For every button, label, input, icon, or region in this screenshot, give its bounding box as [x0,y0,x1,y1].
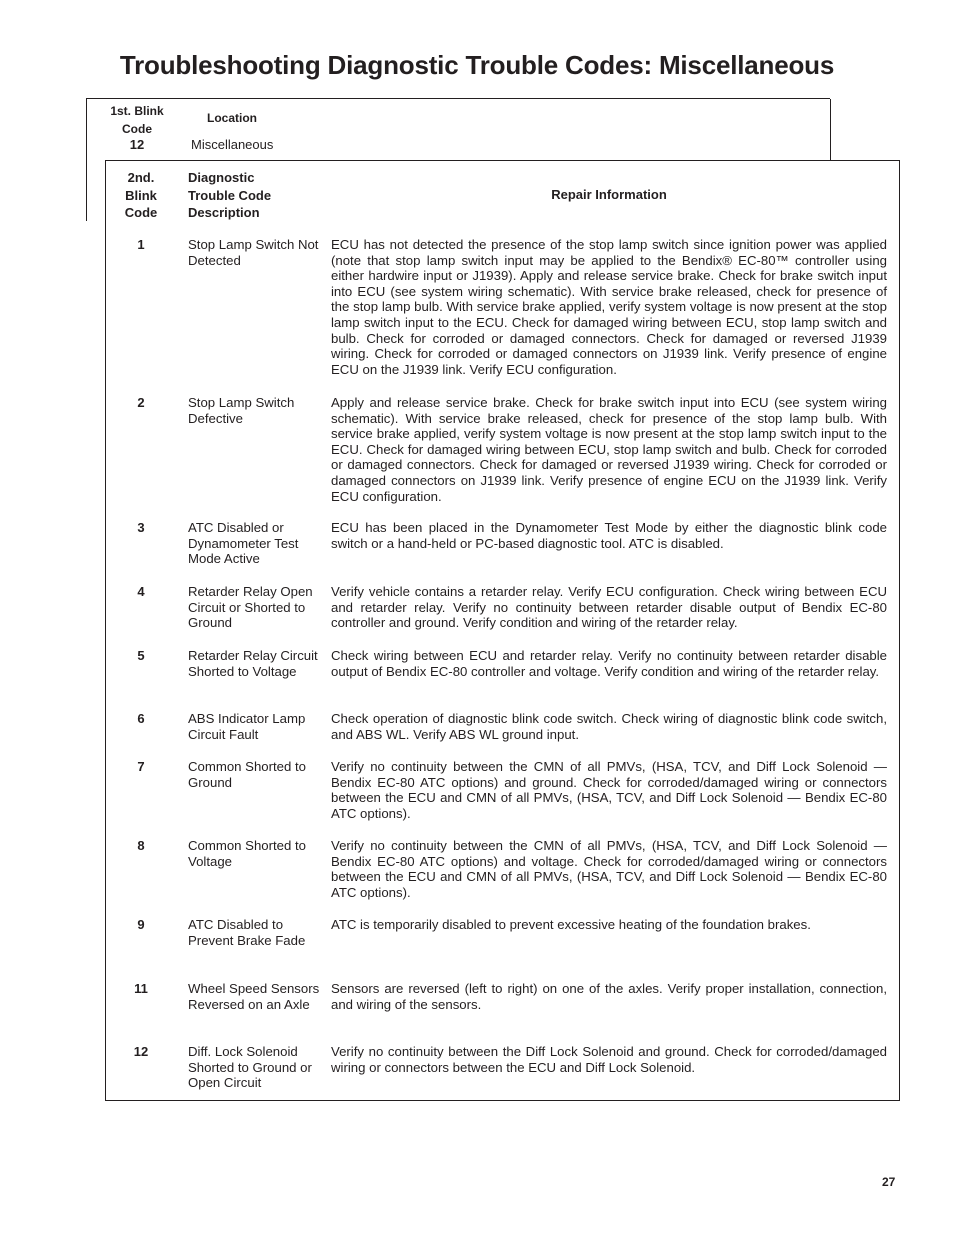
row-repair-info: Verify no continuity between the CMN of all PMVs, (HSA, TCV, and Diff Lock Solenoid — Bendix EC-80 ATC options) and ground. Check for corroded/damaged wiring or connectors between the ECU and CMN of all PMVs, (HSA, TCV, and Diff Lock Solenoid — Bendix EC-80 ATC options). [331,759,887,821]
row-description: Stop Lamp Switch Not Detected [188,237,319,268]
row-code: 2 [137,395,145,410]
row-description: Common Shorted to Ground [188,759,307,790]
header-repair-information: Repair Information [551,187,667,202]
page-title: Troubleshooting Diagnostic Trouble Codes: Miscellaneous [119,50,835,80]
header-second-blink-code [110,169,172,222]
header-desc-line2: Trouble Code [188,187,272,203]
row-repair-info: Apply and release service brake. Check for brake switch input into ECU (see system wiring schematic). With service brake released, check for presence of the stop lamp bulb. With service brake applied, verify system voltage is now present at the stop lamp switch input to the ECU. Check for damaged wiring between ECU, stop lamp switch and bulb. Check for corroded or damaged connectors. Check for damaged or reversed J1939 wiring. Check for corroded or damaged connectors on J1939 link. Verify presence of engine ECU on the J1939 link. Verify ECU configuration. [331,395,887,504]
row-description: Retarder Relay Open Circuit or Shorted to Ground [188,584,313,631]
row-description: Retarder Relay Circuit Shorted to Voltage [188,648,318,679]
row-code: 12 [133,1044,149,1059]
row-description: Diff. Lock Solenoid Shorted to Ground or Open Circuit [188,1044,312,1091]
row-repair-info: Sensors are reversed (left to right) on one of the axles. Verify proper installation, connection, and wiring of the sensors. [331,981,887,1012]
row-description: Common Shorted to Voltage [188,838,307,869]
row-description: ATC Disabled or Dynamometer Test Mode Active [188,520,299,567]
page-number: 27 [882,1175,896,1189]
first-blink-code-value: 12 [129,137,145,152]
row-repair-info: ATC is temporarily disabled to prevent excessive heating of the foundation brakes. [331,917,811,932]
row-description: ATC Disabled to Prevent Brake Fade [188,917,306,948]
row-repair-info: Verify no continuity between the Diff Lock Solenoid and ground. Check for corroded/damaged wiring or connectors between the ECU and Diff Lock Solenoid. [331,1044,887,1075]
header-code-line1: 2nd. [127,170,155,185]
row-code: 9 [137,917,145,932]
row-code: 4 [137,584,145,599]
location-value: Miscellaneous [191,137,274,152]
row-description: Wheel Speed Sensors Reversed on an Axle [188,981,320,1012]
row-repair-info: ECU has not detected the presence of the stop lamp switch since ignition power was applied (note that stop lamp switch input may be applied to the Bendix® EC-80™ controller using either hardwire input or J1939). Apply and release service brake. Check for brake switch input into ECU (see system wiring schematic). With service brake released, check for presence of the stop lamp bulb. With service brake applied, verify system voltage is now present at the stop lamp switch input to the ECU. Check for damaged wiring between ECU, stop lamp switch and bulb. Check for corroded or damaged connectors. Check for damaged or reversed J1939 wiring. Check for corroded or damaged connectors on J1939 link. Verify presence of engine ECU on the J1939 link. Verify ECU configuration. [331,237,887,377]
row-repair-info: Check operation of diagnostic blink code switch. Check wiring of diagnostic blink code switch, and ABS WL. Verify ABS WL ground input. [331,711,887,742]
first-blink-box-right-border [830,99,831,161]
row-code: 8 [137,838,145,853]
row-repair-info: Verify vehicle contains a retarder relay. Verify ECU configuration. Check wiring between ECU and retarder relay. Verify no continuity between retarder disable output of Bendix EC-80 controller and ground. Verify condition and wiring of the retarder relay. [331,584,887,631]
location-label: Location [207,111,257,125]
header-code-line2: Blink [125,187,157,203]
row-code: 5 [137,648,145,663]
row-repair-info: Check wiring between ECU and retarder relay. Verify no continuity between retarder disable output of Bendix EC-80 controller and voltage. Verify condition and wiring of the retarder relay. [331,648,887,679]
row-code: 7 [137,759,145,774]
header-desc-line3: Description [188,205,260,220]
first-blink-code-label-line2: Code [122,122,152,136]
row-code: 6 [137,711,145,726]
row-repair-info: Verify no continuity between the CMN of all PMVs, (HSA, TCV, and Diff Lock Solenoid — Bendix EC-80 ATC options) and voltage. Check for corroded/damaged wiring or connectors between the ECU and CMN of all PMVs, (HSA, TCV, and Diff Lock Solenoid — Bendix EC-80 ATC options). [331,838,887,900]
row-description: Stop Lamp Switch Defective [188,395,295,426]
first-blink-code-label-line1: 1st. Blink [110,104,164,118]
header-dtc-description [188,169,318,222]
first-blink-code-label [102,102,172,138]
header-code-line3: Code [124,205,158,220]
header-desc-line1: Diagnostic [188,170,255,185]
row-description: ABS Indicator Lamp Circuit Fault [188,711,306,742]
row-code: 3 [137,520,145,535]
row-code: 11 [134,981,148,996]
row-code: 1 [137,237,145,252]
row-repair-info: ECU has been placed in the Dynamometer Test Mode by either the diagnostic blink code switch or a hand-held or PC-based diagnostic tool. ATC is disabled. [331,520,887,551]
